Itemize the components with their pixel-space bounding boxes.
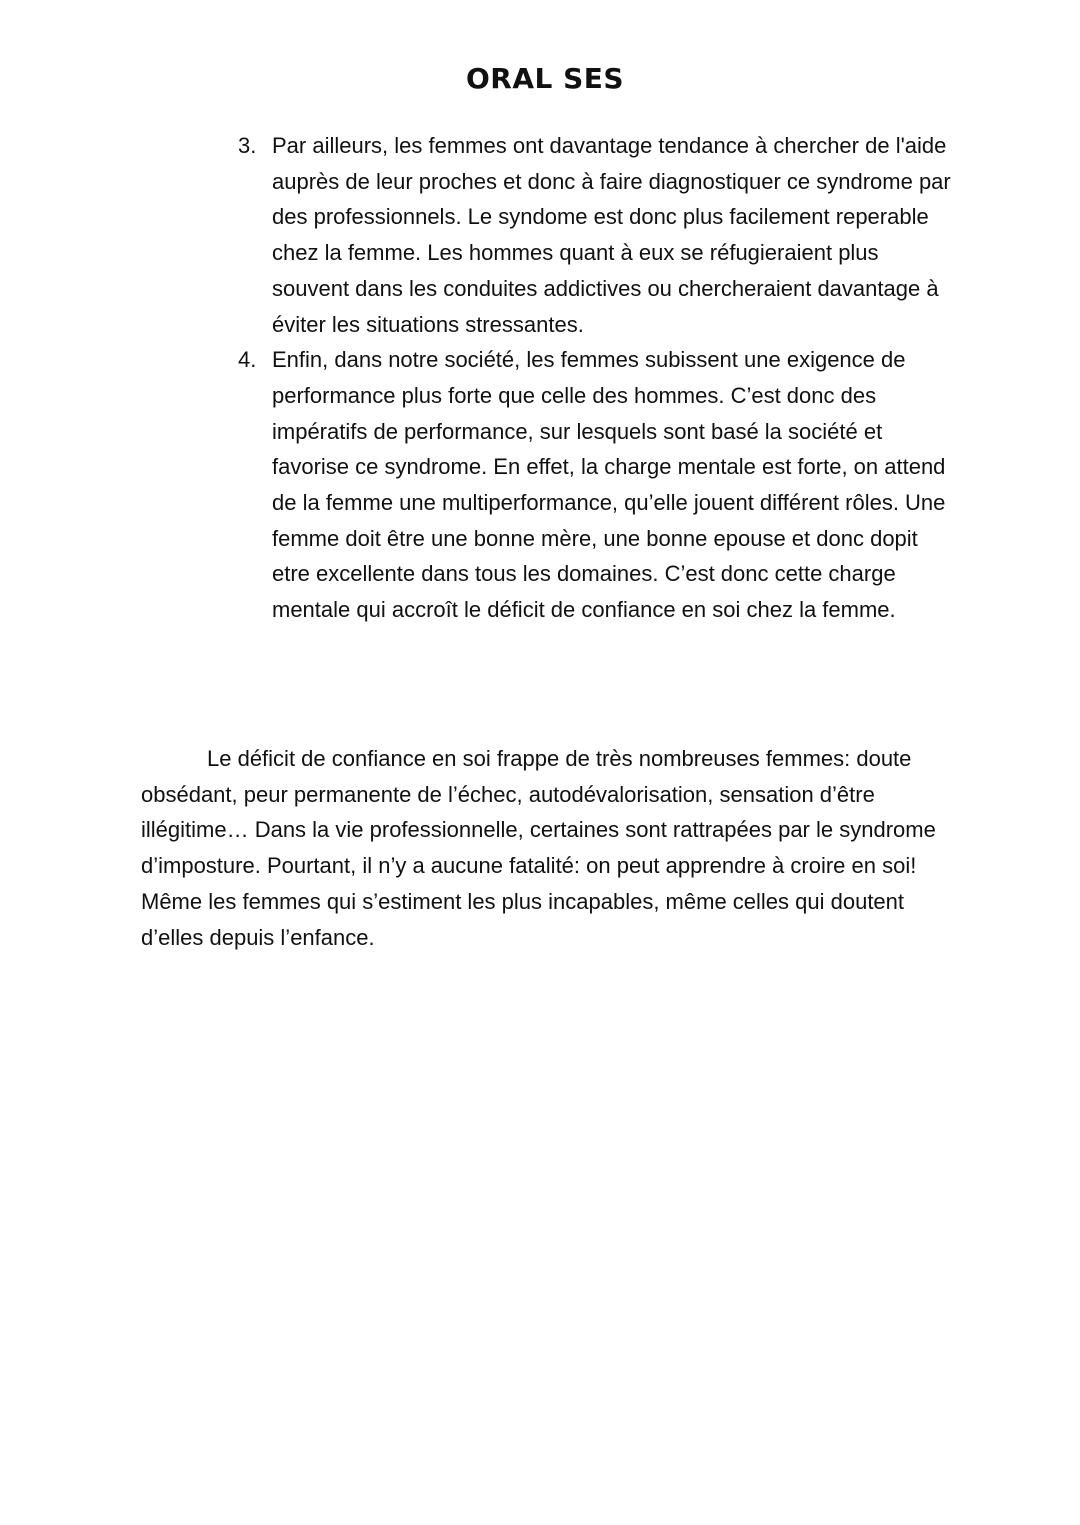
list-item-number: 4. (238, 347, 257, 373)
page-title: ORAL SES (465, 62, 625, 95)
list-item-text: Enfin, dans notre société, les femmes subissent une exigence de performance plus forte que celle des hommes. C’est donc des impératifs de performance, sur lesquels sont basé la société et favorise ce syndrome. En effet, la charge mentale est forte, on attend de la femme une multiperformance, qu’elle jouent différent rôles. Une femme doit être une bonne mère, une bonne epouse et donc dopit etre excellente dans tous les domaines. C’est donc cette charge mentale qui accroît le déficit de confiance en soi chez la femme. (272, 347, 946, 623)
list-item (238, 128, 958, 342)
list-item-number: 3. (238, 133, 257, 158)
numbered-list (238, 128, 958, 628)
list-item-text: Par ailleurs, les femmes ont davantage tendance à chercher de l'aide auprès de leur proches et donc à faire diagnostiquer ce syndrome par des professionnels. Le syndome est donc plus facilement reperable chez la femme. Les hommes quant à eux se réfugieraient plus souvent dans les conduites addictives ou chercheraient davantage à éviter les situations stressantes. (272, 133, 951, 337)
conclusion-paragraph: Le déficit de confiance en soi frappe de très nombreuses femmes: doute obsédant, peur permanente de l’échec, autodévalorisation, sensation d’être illégitime… Dans la vie professionnelle, certaines sont rattrapées par le syndrome d’imposture. Pourtant, il n’y a aucune fatalité: on peut apprendre à croire en soi! Même les femmes qui s’estiment les plus incapables, même celles qui doutent d’elles depuis l’enfance. (141, 746, 936, 950)
list-item (238, 342, 958, 628)
